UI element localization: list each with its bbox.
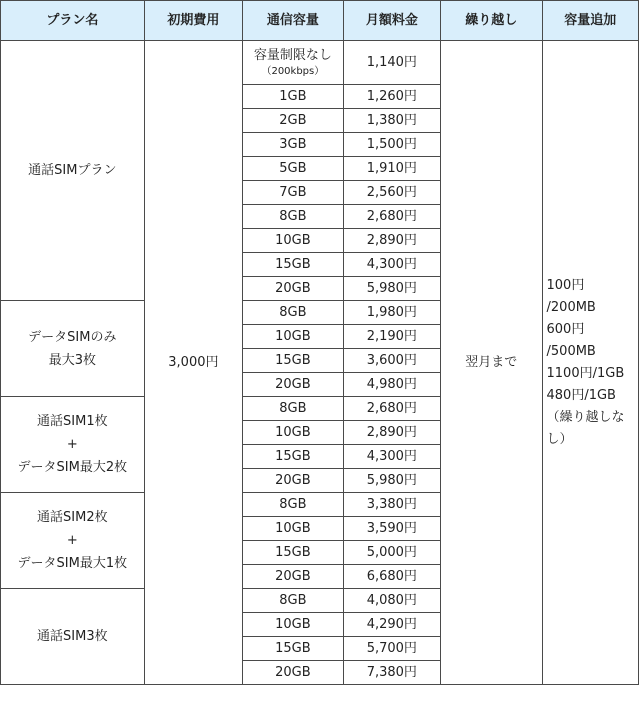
plan-name-line: 最大3枚 [48, 352, 96, 368]
capacity-value: 8GB [279, 496, 307, 512]
header-capacity-addition: 容量追加 [542, 1, 638, 41]
capacity-cell [243, 565, 343, 589]
capacity-value: 20GB [275, 664, 311, 680]
monthly-fee-cell: 2,890円 [343, 421, 440, 445]
capacity-cell [243, 133, 343, 157]
monthly-fee-cell: 4,300円 [343, 445, 440, 469]
capacity-value: 15GB [275, 544, 311, 560]
capacity-value: 20GB [275, 376, 311, 392]
capacity-value: 8GB [279, 400, 307, 416]
capacity-addition-line: （繰り越しな [546, 409, 625, 425]
plan-name-line: 通話SIM2枚 [37, 510, 108, 525]
plan-name-line: 通話SIMプラン [28, 163, 117, 178]
carryover-cell: 翌月まで [441, 41, 542, 685]
plan-name-line: + [66, 437, 78, 452]
capacity-value: 8GB [279, 592, 307, 608]
capacity-value: 10GB [275, 328, 311, 344]
monthly-fee-cell: 5,980円 [343, 469, 440, 493]
monthly-fee-cell: 4,290円 [343, 613, 440, 637]
capacity-cell [243, 41, 343, 85]
plan-name-line: データSIMのみ [28, 329, 117, 345]
capacity-value: 10GB [275, 232, 311, 248]
monthly-fee-cell: 1,140円 [343, 41, 440, 85]
capacity-value: 20GB [275, 568, 311, 584]
monthly-fee-cell: 5,700円 [343, 637, 440, 661]
monthly-fee-cell: 3,590円 [343, 517, 440, 541]
capacity-value: 15GB [275, 352, 311, 368]
capacity-value: 10GB [275, 424, 311, 440]
header-plan-name: プラン名 [1, 1, 145, 41]
capacity-cell [243, 397, 343, 421]
capacity-value: 8GB [279, 304, 307, 320]
capacity-addition-line: 600円 [546, 321, 585, 337]
plan-name-cell [1, 301, 145, 397]
capacity-addition-line: 480円/1GB [546, 387, 616, 403]
capacity-cell [243, 205, 343, 229]
capacity-cell [243, 229, 343, 253]
capacity-value: 15GB [275, 640, 311, 656]
monthly-fee-cell: 2,560円 [343, 181, 440, 205]
capacity-value: 7GB [279, 184, 307, 200]
monthly-fee-cell: 4,300円 [343, 253, 440, 277]
monthly-fee-cell: 4,080円 [343, 589, 440, 613]
capacity-cell [243, 349, 343, 373]
capacity-cell [243, 253, 343, 277]
capacity-addition-cell [542, 41, 638, 685]
capacity-cell [243, 157, 343, 181]
plan-name-line: データSIM最大1枚 [17, 556, 128, 571]
capacity-value: 15GB [275, 448, 311, 464]
header-carryover: 繰り越し [441, 1, 542, 41]
plan-name-cell [1, 41, 145, 301]
capacity-cell [243, 589, 343, 613]
header-monthly-fee: 月額料金 [343, 1, 440, 41]
monthly-fee-cell: 5,000円 [343, 541, 440, 565]
monthly-fee-cell: 2,680円 [343, 397, 440, 421]
capacity-cell [243, 493, 343, 517]
monthly-fee-cell: 5,980円 [343, 277, 440, 301]
capacity-addition-line: し） [546, 431, 573, 447]
capacity-value: 1GB [279, 88, 307, 104]
monthly-fee-cell: 1,910円 [343, 157, 440, 181]
capacity-cell [243, 373, 343, 397]
capacity-value: 容量制限なし [253, 47, 332, 63]
capacity-cell [243, 301, 343, 325]
header-capacity: 通信容量 [243, 1, 343, 41]
monthly-fee-cell: 3,600円 [343, 349, 440, 373]
plan-name-cell [1, 589, 145, 685]
capacity-addition-line: /500MB [546, 343, 596, 359]
monthly-fee-cell: 1,500円 [343, 133, 440, 157]
capacity-cell [243, 421, 343, 445]
capacity-value: 8GB [279, 208, 307, 224]
monthly-fee-cell: 4,980円 [343, 373, 440, 397]
capacity-cell [243, 517, 343, 541]
capacity-value: 15GB [275, 256, 311, 272]
capacity-cell [243, 661, 343, 685]
plan-name-line: データSIM最大2枚 [17, 460, 128, 475]
plan-name-line: + [66, 533, 78, 548]
plan-name-line: 通話SIM3枚 [37, 629, 108, 644]
capacity-value: 2GB [279, 112, 307, 128]
capacity-value: 20GB [275, 280, 311, 296]
capacity-addition-line: 1100円/1GB [546, 365, 625, 381]
capacity-cell [243, 277, 343, 301]
monthly-fee-cell: 7,380円 [343, 661, 440, 685]
monthly-fee-cell: 1,260円 [343, 85, 440, 109]
capacity-cell [243, 181, 343, 205]
capacity-addition-line: 100円 [546, 277, 585, 293]
capacity-addition-line: /200MB [546, 299, 596, 315]
capacity-cell [243, 445, 343, 469]
plan-name-cell [1, 493, 145, 589]
initial-fee-cell: 3,000円 [144, 41, 242, 685]
table-body [1, 41, 639, 685]
monthly-fee-cell: 1,380円 [343, 109, 440, 133]
capacity-cell [243, 325, 343, 349]
plan-name-cell [1, 397, 145, 493]
table-row [1, 41, 639, 85]
plan-name-line: 通話SIM1枚 [37, 414, 108, 429]
capacity-value: 20GB [275, 472, 311, 488]
monthly-fee-cell: 3,380円 [343, 493, 440, 517]
capacity-cell [243, 85, 343, 109]
monthly-fee-cell: 2,680円 [343, 205, 440, 229]
capacity-cell [243, 613, 343, 637]
monthly-fee-cell: 1,980円 [343, 301, 440, 325]
capacity-value: 3GB [279, 136, 307, 152]
capacity-cell [243, 541, 343, 565]
monthly-fee-cell: 2,190円 [343, 325, 440, 349]
header-initial-fee: 初期費用 [144, 1, 242, 41]
capacity-value: 10GB [275, 616, 311, 632]
capacity-cell [243, 637, 343, 661]
header-row [1, 1, 639, 41]
capacity-note: （200kbps） [261, 65, 325, 77]
monthly-fee-cell: 2,890円 [343, 229, 440, 253]
capacity-value: 5GB [279, 160, 307, 176]
capacity-cell [243, 469, 343, 493]
capacity-value: 10GB [275, 520, 311, 536]
monthly-fee-cell: 6,680円 [343, 565, 440, 589]
capacity-cell [243, 109, 343, 133]
